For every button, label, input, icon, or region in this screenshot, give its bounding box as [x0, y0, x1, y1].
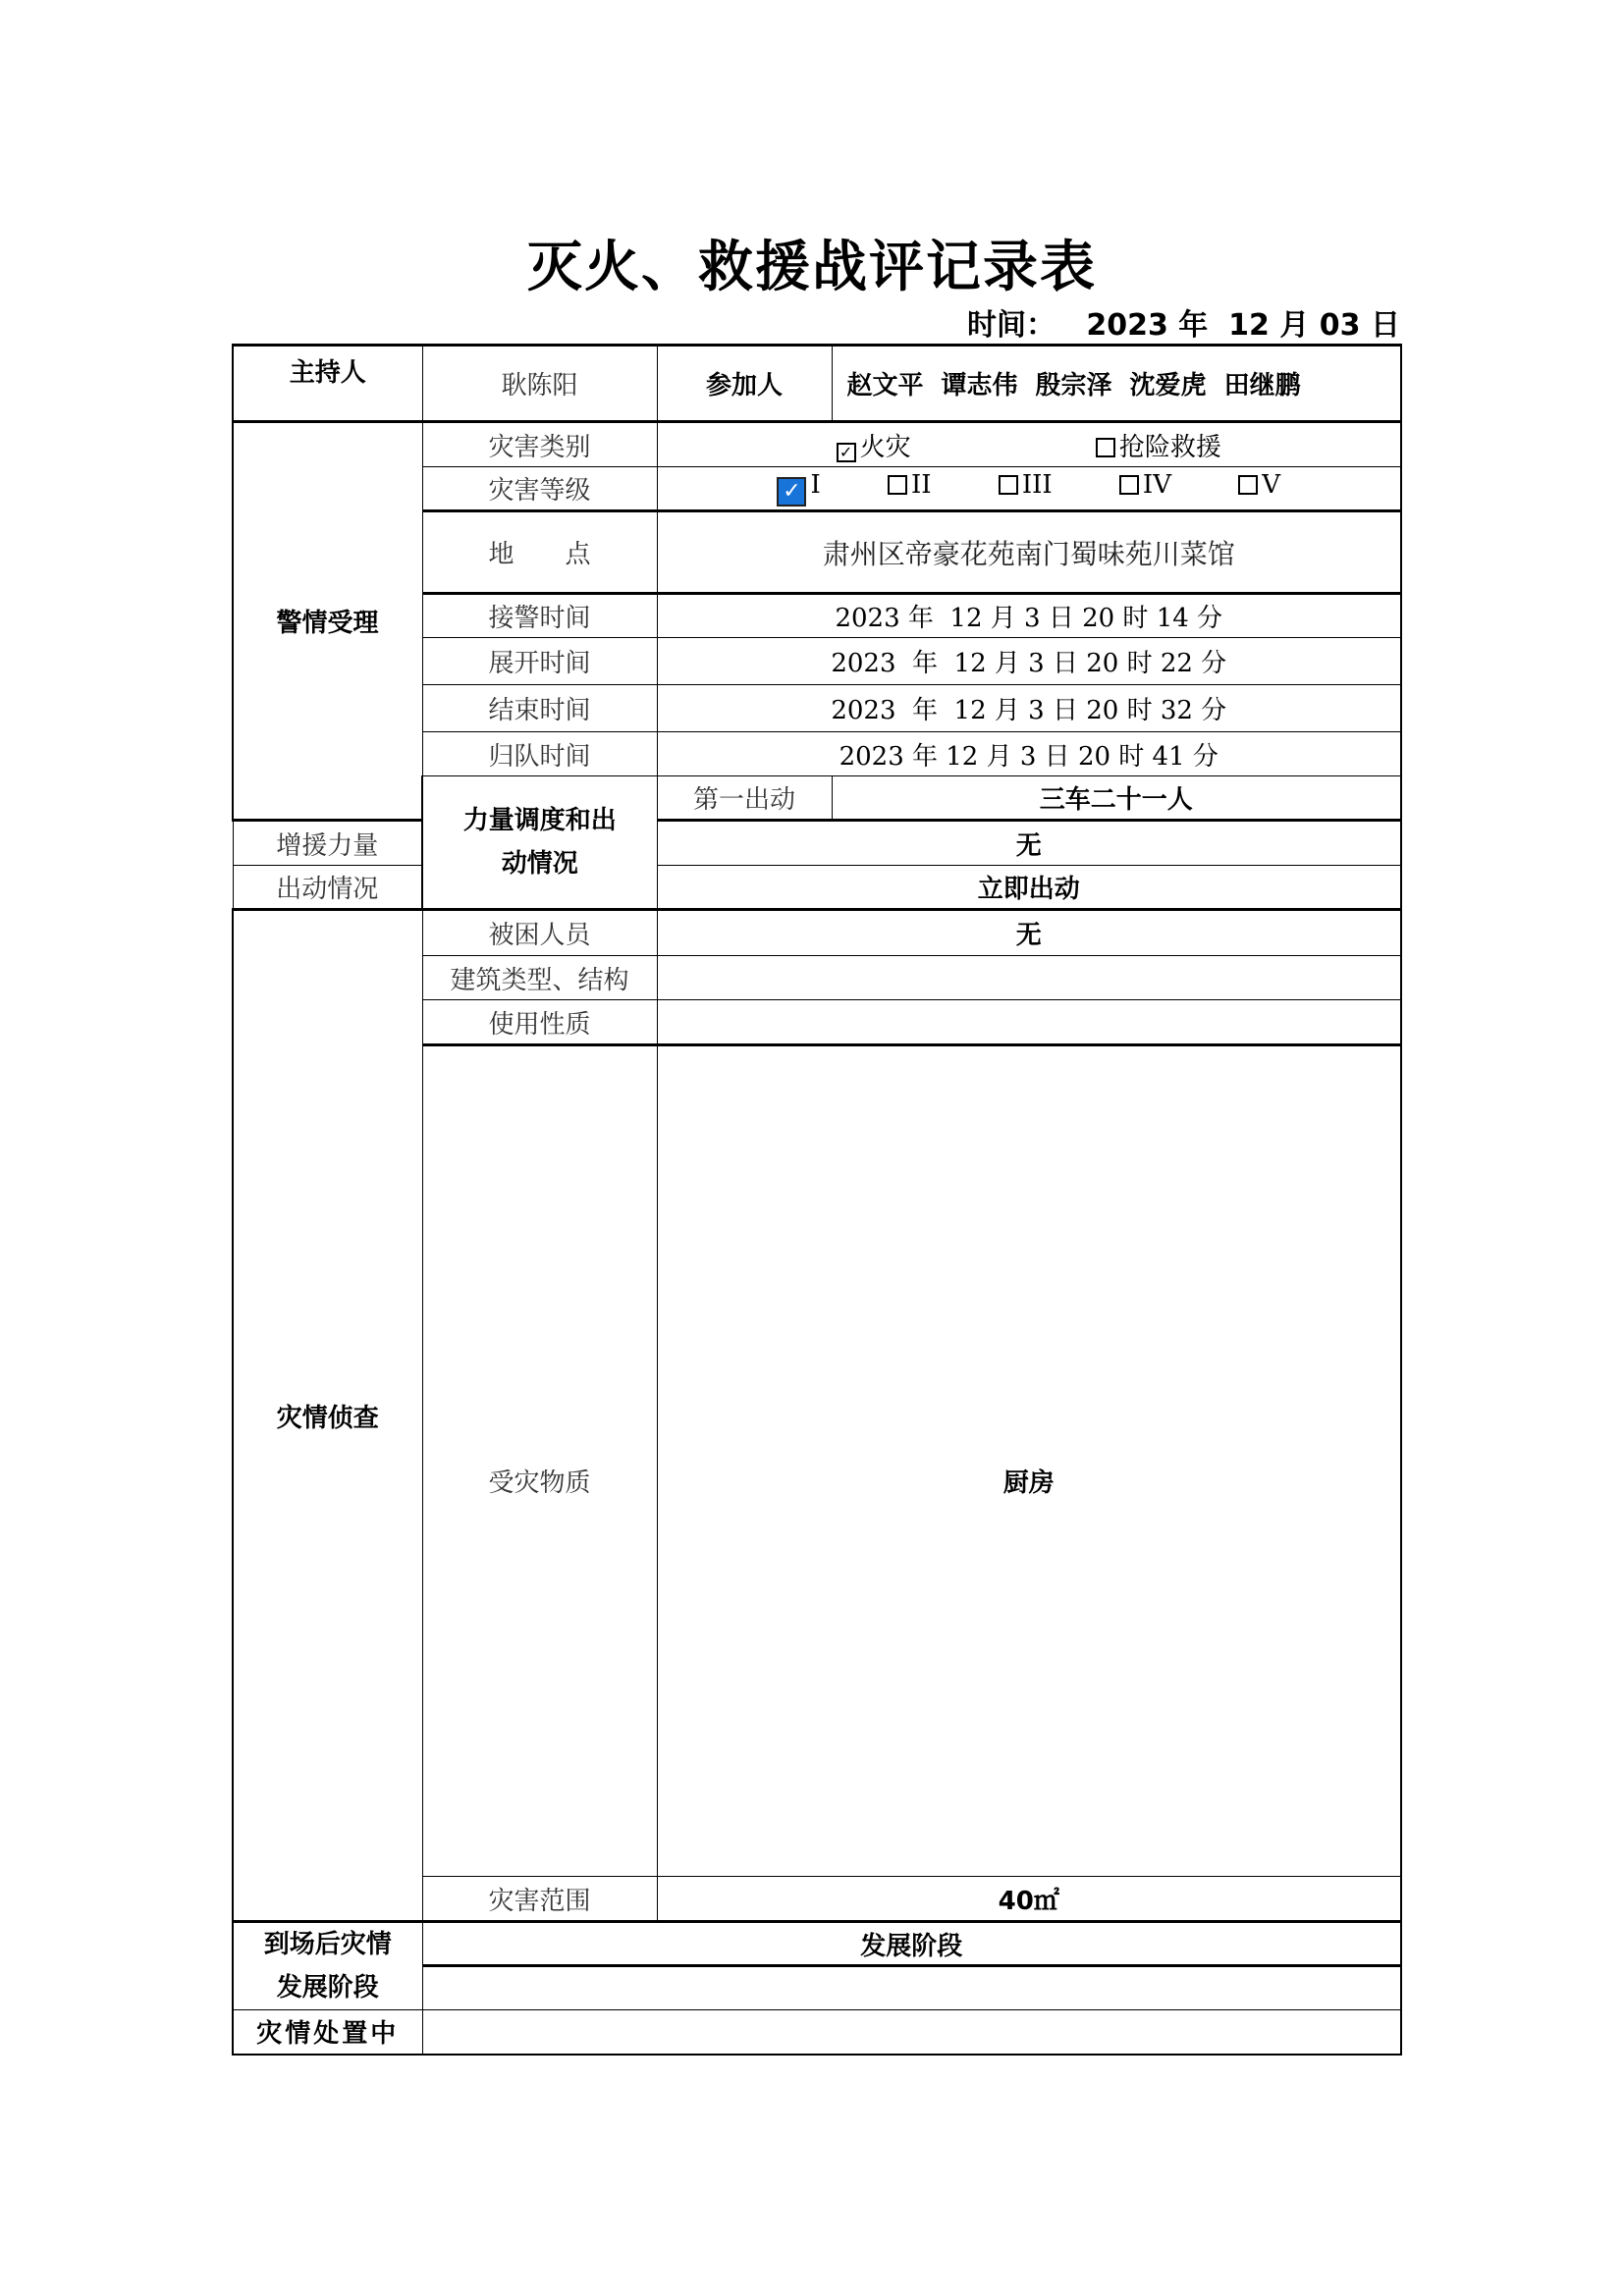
- area-label: 灾害范围: [422, 1877, 657, 1922]
- reinforce-value: 无: [657, 821, 1401, 866]
- host-value: 耿陈阳: [422, 346, 657, 422]
- usage-label: 使用性质: [422, 1000, 657, 1045]
- section-dispatch: 力量调度和出动情况: [422, 776, 657, 910]
- return-time-value: 2023 年 12 月 3 日 20 时 41 分: [657, 732, 1401, 776]
- participant: 赵文平: [846, 371, 924, 400]
- level-label: 灾害等级: [422, 467, 657, 511]
- host-label: 主持人: [233, 346, 422, 422]
- option-label: II: [911, 470, 932, 500]
- option-label: I: [810, 470, 821, 500]
- section-alarm: 警情受理: [233, 422, 422, 821]
- section-stage: 到场后灾情发展阶段: [233, 1922, 422, 2010]
- checkbox-level-3[interactable]: [999, 475, 1018, 495]
- reinforce-label: 增援力量: [233, 821, 422, 866]
- category-options: [657, 422, 1401, 467]
- option-label: IV: [1142, 470, 1171, 500]
- deploy-time-label: 展开时间: [422, 638, 657, 685]
- material-label: 受灾物质: [422, 1045, 657, 1877]
- first-dispatch-label: 第一出动: [657, 776, 832, 821]
- record-date: 时间： 2023 年 12 月 03 日: [967, 308, 1400, 343]
- section-handling: 灾情处置中: [233, 2010, 422, 2055]
- stage-extra-field[interactable]: [422, 1966, 1401, 2010]
- location-label: 地 点: [422, 511, 657, 594]
- deploy-time-value: 2023 年 12 月 3 日 20 时 22 分: [657, 638, 1401, 685]
- document-title: 灭火、救援战评记录表: [527, 236, 1097, 299]
- checkbox-level-2[interactable]: [888, 475, 907, 495]
- area-value: 40㎡: [657, 1877, 1401, 1922]
- end-time-value: 2023 年 12 月 3 日 20 时 32 分: [657, 685, 1401, 732]
- participant: 谭志伟: [941, 371, 1018, 400]
- checkbox-level-1[interactable]: ✓: [777, 477, 806, 507]
- trapped-label: 被困人员: [422, 910, 657, 956]
- participant: 田继鹏: [1223, 371, 1301, 400]
- handling-field[interactable]: [422, 2010, 1401, 2055]
- dispatch-status-value: 立即出动: [657, 866, 1401, 910]
- end-time-label: 结束时间: [422, 685, 657, 732]
- material-value: 厨房: [657, 1045, 1401, 1877]
- option-label: V: [1262, 470, 1281, 500]
- location-value: 肃州区帝豪花苑南门蜀味苑川菜馆: [657, 511, 1401, 594]
- checkbox-fire[interactable]: ✓: [837, 443, 856, 462]
- section-recon: 灾情侦查: [233, 910, 422, 1922]
- trapped-value: 无: [657, 910, 1401, 956]
- level-options: [657, 467, 1401, 511]
- record-table: [232, 344, 1402, 2056]
- participant: 沈爱虎: [1129, 371, 1207, 400]
- category-label: 灾害类别: [422, 422, 657, 467]
- participants-list: [832, 346, 1401, 422]
- participant: 殷宗泽: [1035, 371, 1112, 400]
- receive-time-label: 接警时间: [422, 594, 657, 638]
- option-label: 火灾: [859, 432, 911, 462]
- dispatch-status-label: 出动情况: [233, 866, 422, 910]
- checkbox-level-4[interactable]: [1119, 475, 1139, 495]
- checkbox-rescue[interactable]: [1096, 438, 1115, 457]
- stage-value: 发展阶段: [422, 1922, 1401, 1966]
- return-time-label: 归队时间: [422, 732, 657, 776]
- option-label: III: [1021, 470, 1053, 500]
- receive-time-value: 2023 年 12 月 3 日 20 时 14 分: [657, 594, 1401, 638]
- participants-label: 参加人: [657, 346, 832, 422]
- usage-value[interactable]: [657, 1000, 1401, 1045]
- option-label: 抢险救援: [1118, 432, 1221, 462]
- checkbox-level-5[interactable]: [1238, 475, 1258, 495]
- first-dispatch-value: 三车二十一人: [832, 776, 1401, 821]
- building-value[interactable]: [657, 956, 1401, 1000]
- building-label: 建筑类型、结构: [422, 956, 657, 1000]
